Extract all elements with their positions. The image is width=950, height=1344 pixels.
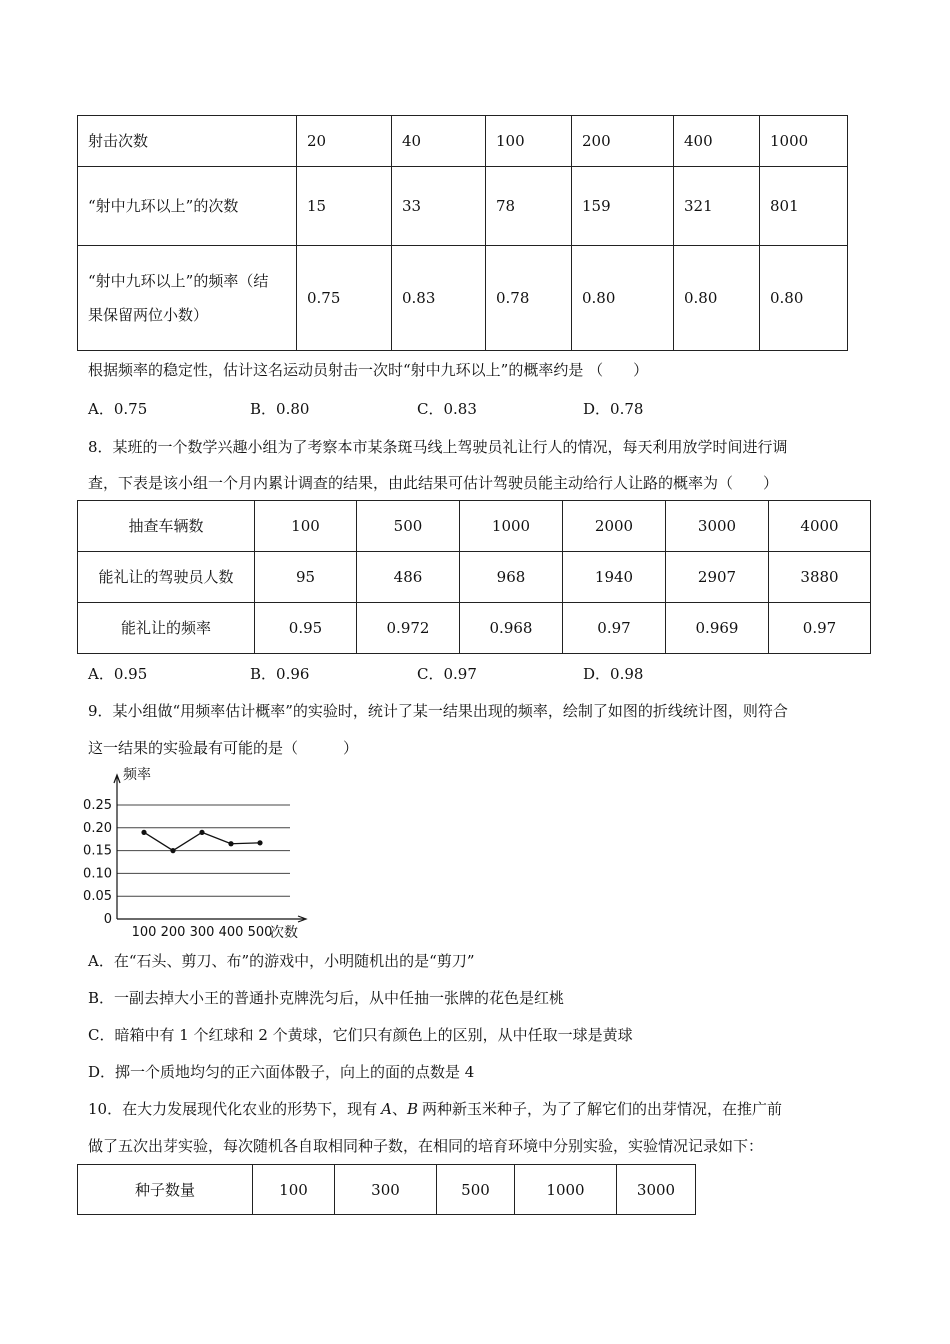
table-cell: 95 — [255, 552, 357, 603]
table-cell: 0.97 — [563, 603, 666, 654]
q10-stem-line2: 做了五次出芽实验，每次随机各自取相同种子数，在相同的培育环境中分别实验，实验情况记录如下： — [88, 1137, 764, 1155]
table-cell: 0.972 — [357, 603, 460, 654]
option-c: C．0.83 — [417, 400, 477, 418]
table-cell: 15 — [297, 167, 392, 246]
option-b: B．0.80 — [250, 400, 310, 418]
q9-option-c: C．暗箱中有 1 个红球和 2 个黄球，它们只有颜色上的区别，从中任取一球是黄球 — [88, 1026, 633, 1044]
table-header-cell — [78, 246, 297, 351]
table-header-cell: 射击次数 — [78, 116, 297, 167]
series-line — [144, 832, 260, 850]
table-cell: 968 — [460, 552, 563, 603]
table-header-cell: 能礼让的频率 — [78, 603, 255, 654]
shooting-table — [77, 115, 848, 351]
table-header-cell: “射中九环以上”的次数 — [78, 167, 297, 246]
table-cell: 300 — [335, 1165, 437, 1215]
table-cell: 2907 — [666, 552, 769, 603]
table-cell: 0.969 — [666, 603, 769, 654]
table-cell: 1000 — [760, 116, 848, 167]
option-b: B．0.96 — [250, 665, 310, 683]
table-cell: 159 — [572, 167, 674, 246]
table-cell: 0.95 — [255, 603, 357, 654]
q9-option-d: D．掷一个质地均匀的正六面体骰子，向上的面的点数是 4 — [88, 1063, 475, 1081]
y-tick-label: 0.25 — [83, 798, 112, 813]
q8-stem-line2: 查，下表是该小组一个月内累计调查的结果，由此结果可估计驾驶员能主动给行人让路的概率为（ ） — [88, 474, 779, 492]
table-cell: 0.97 — [769, 603, 871, 654]
table-cell: 321 — [674, 167, 760, 246]
table-cell: 0.83 — [392, 246, 486, 351]
table-header-cell: 抽查车辆数 — [78, 501, 255, 552]
q9-stem-line1: 9．某小组做“用频率估计概率”的实验时，统计了某一结果出现的频率，绘制了如图的折线统计图，则符合 — [88, 702, 788, 720]
data-point — [228, 841, 233, 846]
table-cell: 400 — [674, 116, 760, 167]
y-tick-label: 0 — [103, 912, 112, 927]
y-tick-label: 0.10 — [83, 866, 112, 882]
yield-table — [77, 500, 871, 654]
table-cell: 0.80 — [674, 246, 760, 351]
table-cell: 0.75 — [297, 246, 392, 351]
x-tick-label: 500 — [247, 925, 273, 940]
y-tick-label: 0.05 — [83, 889, 112, 905]
table-cell: 3000 — [617, 1165, 696, 1215]
q10-text-b: 两种新玉米种子，为了了解它们的出芽情况，在推广前 — [421, 1100, 782, 1118]
table-cell: 200 — [572, 116, 674, 167]
table-cell: 500 — [357, 501, 460, 552]
q7-stem: 根据频率的稳定性，估计这名运动员射击一次时“射中九环以上”的概率约是 （ ） — [88, 361, 649, 379]
q8-options — [88, 663, 788, 683]
table-header-cell: 能礼让的驾驶员人数 — [78, 552, 255, 603]
q9-stem-line2: 这一结果的实验最有可能的是（ ） — [88, 739, 359, 757]
q10-text-a: 10．在大力发展现代化农业的形势下，现有 — [88, 1100, 378, 1118]
q7-options — [88, 398, 788, 418]
table-cell: 100 — [486, 116, 572, 167]
table-cell: 40 — [392, 116, 486, 167]
q8-stem-line1: 8．某班的一个数学兴趣小组为了考察本市某条斑马线上驾驶员礼让行人的情况，每天利用放学时间进行调 — [88, 438, 788, 456]
variable-b: B — [406, 1100, 418, 1118]
table-cell: 2000 — [563, 501, 666, 552]
table-cell: 500 — [437, 1165, 515, 1215]
option-a: A．0.75 — [88, 400, 148, 418]
seed-table — [77, 1164, 696, 1215]
table-cell: 4000 — [769, 501, 871, 552]
data-point — [199, 830, 204, 835]
table-cell: 0.80 — [572, 246, 674, 351]
data-point — [141, 830, 146, 835]
table-header-cell: 种子数量 — [78, 1165, 253, 1215]
table-cell: 78 — [486, 167, 572, 246]
variable-a: A — [381, 1100, 392, 1118]
y-tick-label: 0.20 — [83, 820, 112, 836]
table-cell: 486 — [357, 552, 460, 603]
option-c: C．0.97 — [417, 665, 477, 683]
separator: 、 — [391, 1100, 407, 1118]
x-tick-label: 300 — [189, 925, 215, 940]
table-cell: 33 — [392, 167, 486, 246]
option-d: D．0.98 — [583, 665, 644, 683]
table-cell: 0.968 — [460, 603, 563, 654]
row-label-line: 果保留两位小数） — [88, 306, 209, 324]
x-tick-label: 400 — [218, 925, 244, 940]
q9-option-a: A．在“石头、剪刀、布”的游戏中，小明随机出的是“剪刀” — [88, 952, 475, 970]
frequency-line-chart — [80, 763, 320, 943]
table-cell: 0.80 — [760, 246, 848, 351]
table-cell: 100 — [255, 501, 357, 552]
x-tick-label: 200 — [160, 925, 186, 940]
option-d: D．0.78 — [583, 400, 644, 418]
table-cell: 3000 — [666, 501, 769, 552]
x-tick-label: 100 — [131, 925, 157, 940]
data-point — [170, 848, 175, 853]
table-cell: 20 — [297, 116, 392, 167]
q9-option-b: B．一副去掉大小王的普通扑克牌洗匀后，从中任抽一张牌的花色是红桃 — [88, 989, 565, 1007]
table-cell: 1940 — [563, 552, 666, 603]
data-point — [257, 840, 262, 845]
row-label-line: “射中九环以上”的频率（结 — [88, 272, 269, 290]
y-tick-label: 0.15 — [83, 843, 112, 859]
x-axis-label: 次数 — [270, 925, 298, 941]
table-cell: 1000 — [515, 1165, 617, 1215]
q10-stem-line1 — [88, 1098, 782, 1119]
table-cell: 801 — [760, 167, 848, 246]
option-a: A．0.95 — [88, 665, 148, 683]
y-axis-label: 频率 — [123, 767, 151, 783]
table-cell: 1000 — [460, 501, 563, 552]
table-cell: 3880 — [769, 552, 871, 603]
table-cell: 0.78 — [486, 246, 572, 351]
table-cell: 100 — [253, 1165, 335, 1215]
